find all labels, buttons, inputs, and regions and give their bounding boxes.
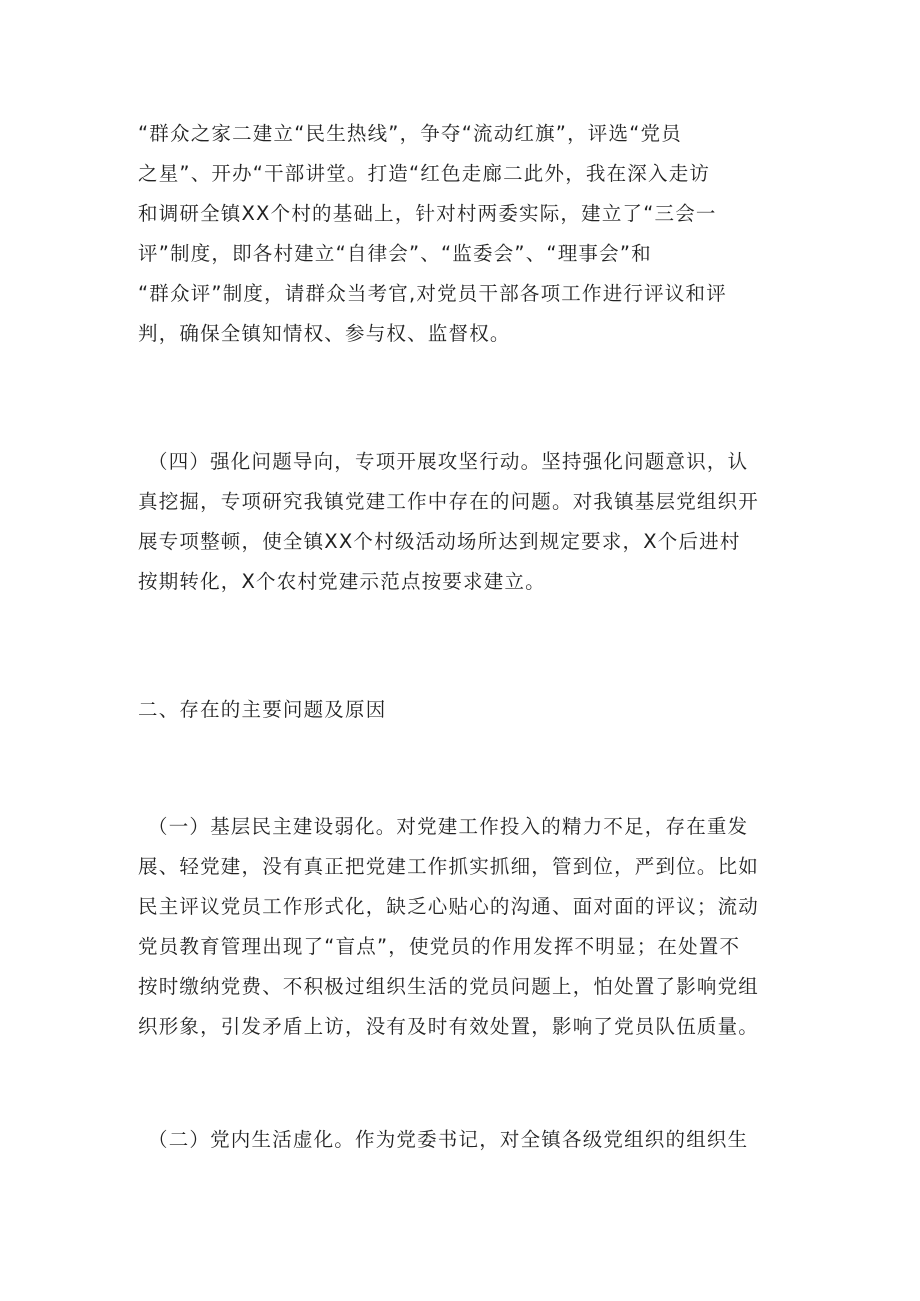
- section-heading-main-problems: [138, 690, 798, 730]
- text-line: 展专项整顿，使全镇XX个村级活动场所达到规定要求，X个后进村: [138, 530, 741, 553]
- text-line: 评”制度，即各村建立“自律会”、“监委会”、“理事会”和: [138, 242, 652, 265]
- text-line: 党员教育管理出现了“盲点”，使党员的作用发挥不明显；在处置不: [138, 935, 741, 958]
- text-line: 之星”、开办“干部讲堂。打造“红色走廊二此外，我在深入走访: [138, 162, 711, 185]
- text-line: 真挖掘，专项研究我镇党建工作中存在的问题。对我镇基层党组织开: [138, 490, 760, 513]
- text-line: 展、轻党建，没有真正把党建工作抓实抓细，管到位，严到位。比如: [138, 855, 760, 878]
- text-line: （一）基层民主建设弱化。对党建工作投入的精力不足，存在重发: [148, 815, 749, 838]
- heading-line: 二、存在的主要问题及原因: [138, 698, 387, 721]
- text-line: 按时缴纳党费、不积极过组织生活的党员问题上，怕处置了影响党组: [138, 975, 760, 998]
- text-line: 织形象，引发矛盾上访，没有及时有效处置，影响了党员队伍质量。: [138, 1015, 760, 1038]
- paragraph-problem-two: [138, 1120, 798, 1160]
- text-line: “群众之家二建立“民生热线”，争夺“流动红旗”，评选“党员: [138, 122, 682, 145]
- text-line: 判，确保全镇知情权、参与权、监督权。: [138, 322, 511, 345]
- text-line: （四）强化问题导向，专项开展攻坚行动。坚持强化问题意识，认: [148, 450, 749, 473]
- text-line: 和调研全镇XX个村的基础上，针对村两委实际，建立了“三会一: [138, 202, 717, 225]
- text-line: “群众评”制度，请群众当考官,对党员干部各项工作进行评议和评: [138, 282, 727, 305]
- paragraph-problem-one: [138, 807, 798, 1047]
- text-line: 按期转化，X个农村党建示范点按要求建立。: [138, 570, 546, 593]
- text-line: （二）党内生活虚化。作为党委书记，对全镇各级党组织的组织生: [148, 1128, 749, 1151]
- paragraph-party-building-activities: [138, 114, 798, 354]
- paragraph-section-four: [138, 442, 798, 602]
- text-line: 民主评议党员工作形式化，缺乏心贴心的沟通、面对面的评议；流动: [138, 895, 760, 918]
